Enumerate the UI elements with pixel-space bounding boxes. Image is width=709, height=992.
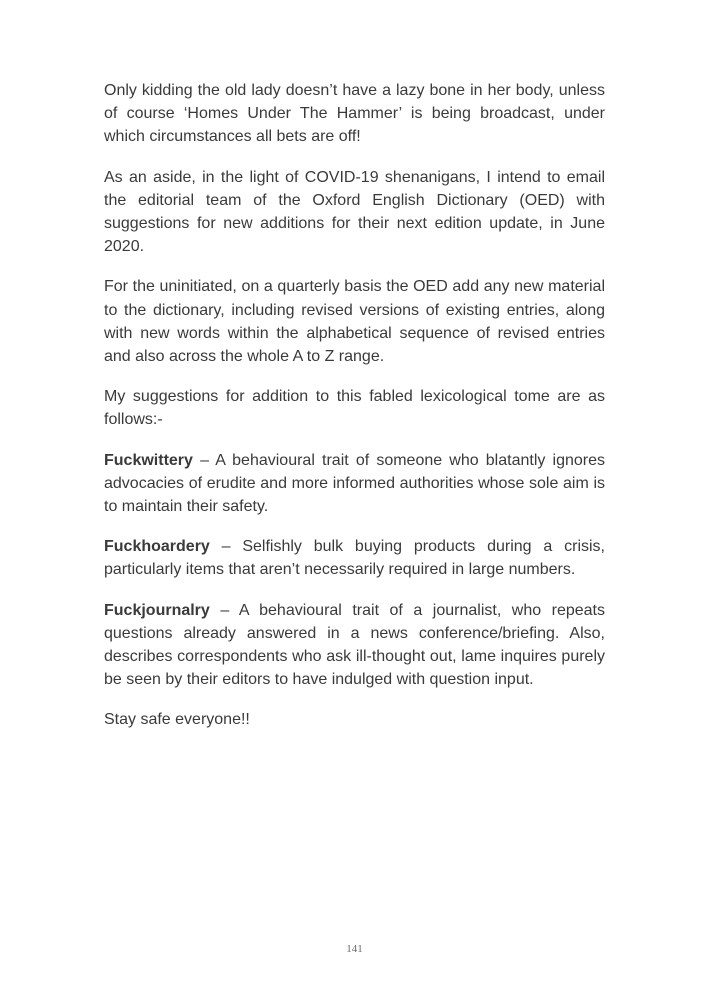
definition-term: Fuckwittery [104,451,193,469]
definition-entry [104,449,605,519]
definition-text: – Selfishly bulk buying products during a crisis, particularly items that aren’t necessarily required in large numbers. [104,538,605,579]
paragraph-oed-explanation: For the uninitiated, on a quarterly basis the OED add any new material to the dictionary, including revised versions of existing entries, along with new words within the alphabetical sequence of revised entries and also across the whole A to Z range. [104,278,605,366]
definition-entry [104,599,605,692]
definition-text: – A behavioural trait of a journalist, who repeats questions already answered in a news conference/briefing. Also, describes correspondents who ask ill-thought out, lame inquires purely be seen by their editors to have indulged with question input. [104,601,605,689]
definition-term: Fuckhoardery [104,538,210,556]
definition-term: Fuckjournalry [104,601,210,619]
page-body [104,79,605,732]
paragraph-suggestions-lead: My suggestions for addition to this fabled lexicological tome are as follows:- [104,388,605,429]
paragraph-aside: As an aside, in the light of COVID-19 shenanigans, I intend to email the editorial team of the Oxford English Dictionary (OED) with suggestions for new additions for their next edition update, in June 2020. [104,168,605,256]
definition-entry [104,535,605,581]
closing-line: Stay safe everyone!! [104,711,250,729]
definition-text: – A behavioural trait of someone who blatantly ignores advocacies of erudite and more informed authorities whose sole aim is to maintain their safety. [104,451,605,516]
paragraph-intro: Only kidding the old lady doesn’t have a lazy bone in her body, unless of course ‘Homes Under The Hammer’ is being broadcast, under which circumstances all bets are off! [104,82,605,146]
page-number: 141 [346,943,363,955]
